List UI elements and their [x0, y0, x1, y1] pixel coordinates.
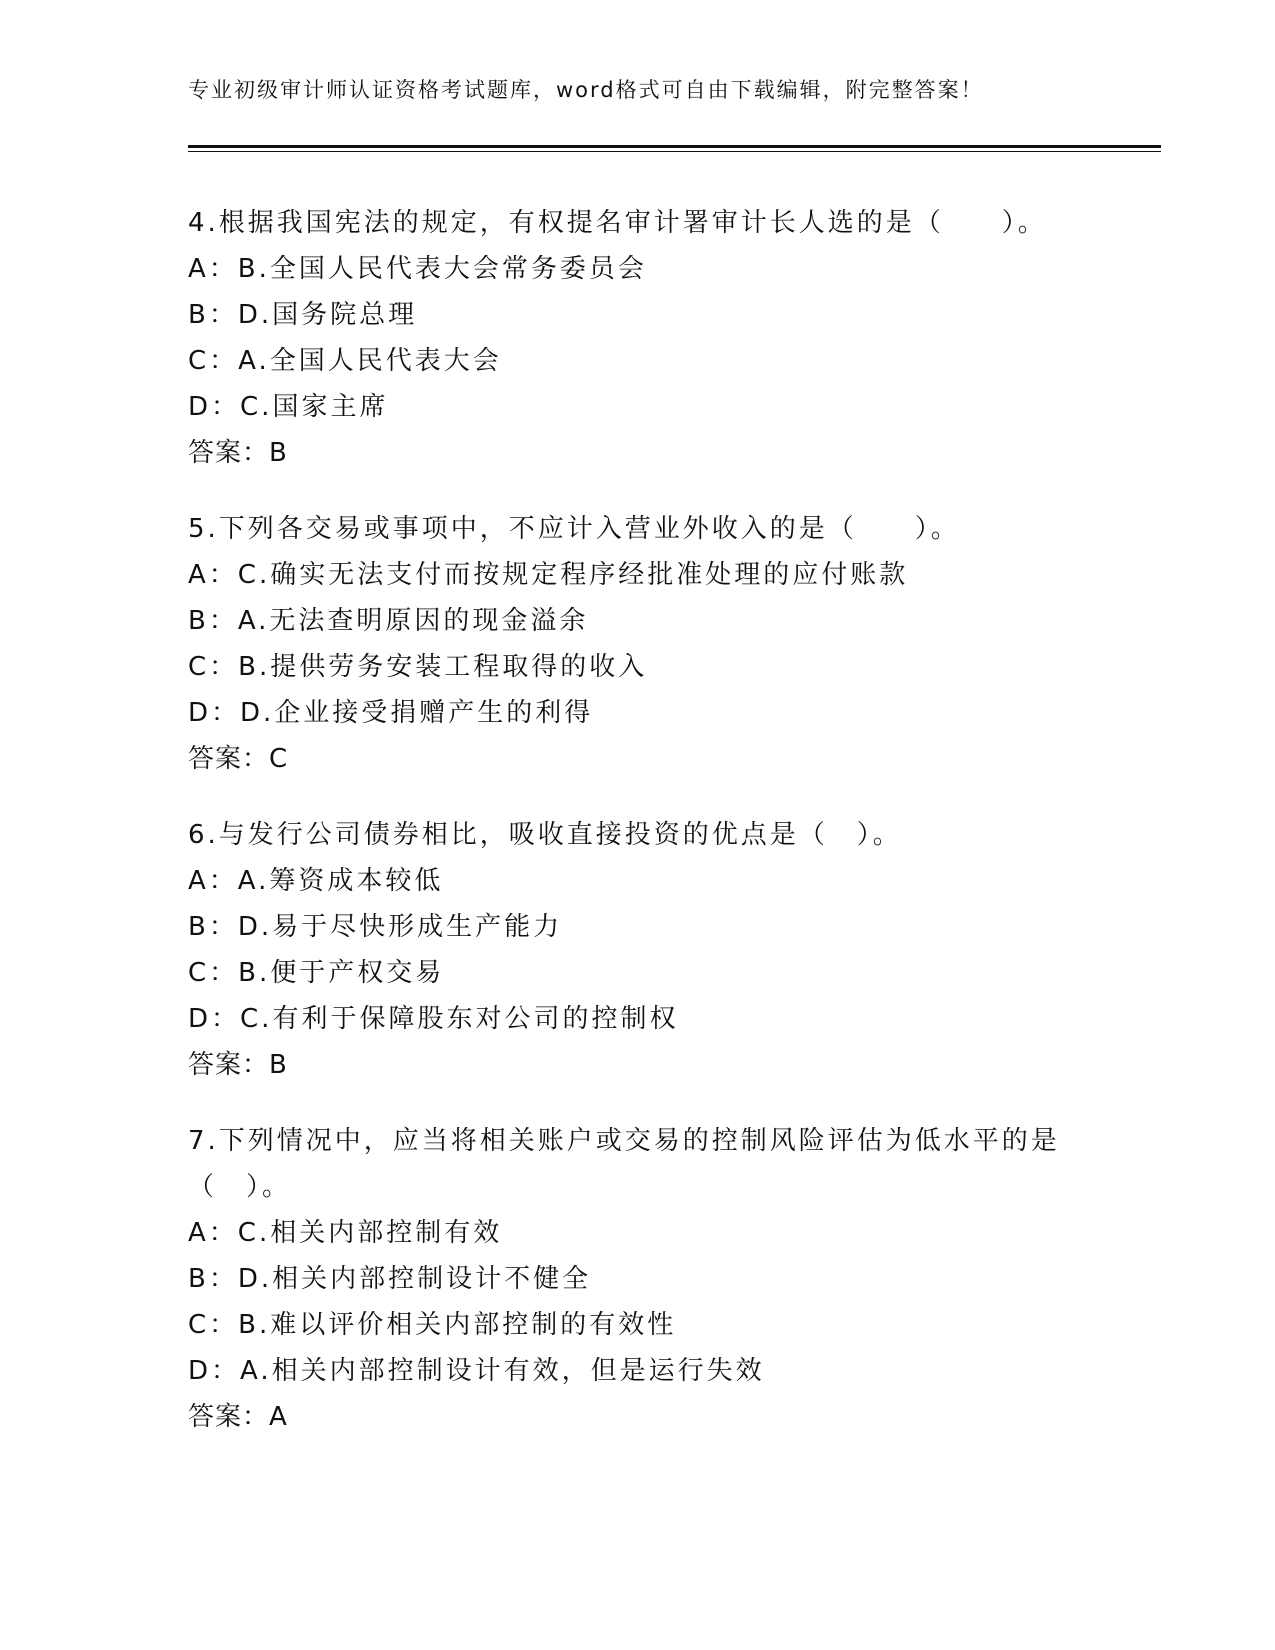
- option-a: A：B.全国人民代表大会常务委员会: [188, 254, 647, 284]
- answer-line: 答案：B: [188, 1050, 288, 1080]
- option-c: C：B.便于产权交易: [188, 958, 445, 988]
- option-d: D：C.国家主席: [188, 392, 389, 422]
- option-d: D：A.相关内部控制设计有效，但是运行失效: [188, 1356, 765, 1386]
- option-a: A：C.相关内部控制有效: [188, 1218, 503, 1248]
- option-c: C：B.难以评价相关内部控制的有效性: [188, 1310, 677, 1340]
- header-divider: [188, 145, 1161, 148]
- question-7: [188, 1118, 1088, 1440]
- option-b: B：A.无法查明原因的现金溢余: [188, 606, 589, 636]
- option-c: C：B.提供劳务安装工程取得的收入: [188, 652, 648, 682]
- answer-line: 答案：A: [188, 1402, 288, 1432]
- answer-line: 答案：B: [188, 438, 288, 468]
- question-6: [188, 812, 1088, 1088]
- option-b: B：D.相关内部控制设计不健全: [188, 1264, 592, 1294]
- option-a: A：C.确实无法支付而按规定程序经批准处理的应付账款: [188, 560, 909, 590]
- question-stem: 5.下列各交易或事项中，不应计入营业外收入的是（ ）。: [188, 514, 960, 544]
- option-b: B：D.易于尽快形成生产能力: [188, 912, 563, 942]
- question-stem: 4.根据我国宪法的规定，有权提名审计署审计长人选的是（ ）。: [188, 208, 1047, 238]
- question-list: [188, 200, 1088, 1470]
- option-b: B：D.国务院总理: [188, 300, 418, 330]
- answer-line: 答案：C: [188, 744, 289, 774]
- question-stem: 6.与发行公司债券相比，吸收直接投资的优点是（ ）。: [188, 820, 902, 850]
- option-c: C：A.全国人民代表大会: [188, 346, 502, 376]
- option-d: D：D.企业接受捐赠产生的利得: [188, 698, 594, 728]
- option-d: D：C.有利于保障股东对公司的控制权: [188, 1004, 679, 1034]
- option-a: A：A.筹资成本较低: [188, 866, 444, 896]
- question-5: [188, 506, 1088, 782]
- page-header: 专业初级审计师认证资格考试题库，word格式可自由下载编辑，附完整答案！: [188, 78, 984, 102]
- question-4: [188, 200, 1088, 476]
- question-stem: 7.下列情况中，应当将相关账户或交易的控制风险评估为低水平的是（ ）。: [188, 1126, 1060, 1202]
